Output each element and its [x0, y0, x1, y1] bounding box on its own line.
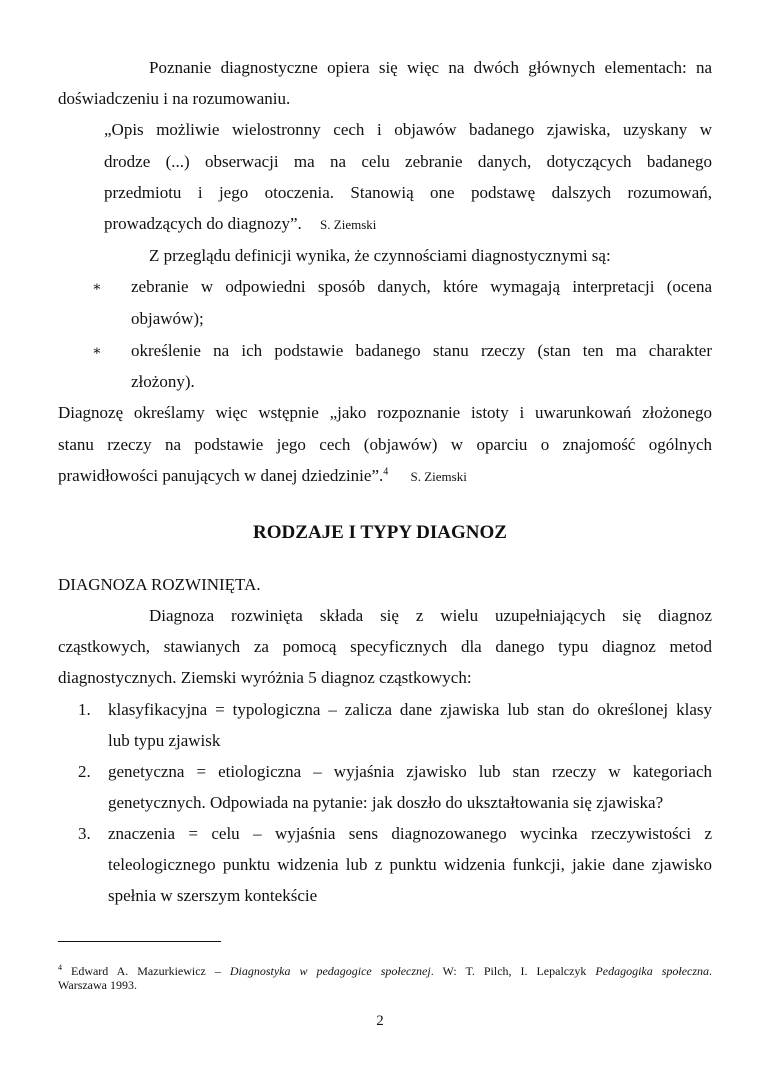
- developed-line-3: diagnostycznych. Ziemski wyróżnia 5 diagnoz cząstkowych:: [58, 668, 472, 687]
- list-item-1-line-1: klasyfikacyjna = typologiczna – zalicza dane zjawiska lub stan do określonej klasy: [108, 700, 712, 719]
- diagnosis-line-1: Diagnozę określamy więc wstępnie „jako rozpoznanie istoty i uwarunkowań złożonego: [58, 403, 712, 422]
- list-item-3-line-3: spełnia w szerszym kontekście: [108, 886, 318, 905]
- bullet-marker-1: ∗: [92, 280, 102, 295]
- footnote-line-2: Warszawa 1993.: [58, 978, 138, 992]
- list-item-3-line-2: teleologicznego punktu widzenia lub z punktu widzenia funkcji, jakie dane zjawisko: [108, 855, 712, 874]
- bullet-1-line-2: objawów);: [131, 309, 204, 328]
- quote-line-2: drodze (...) obserwacji ma na celu zebranie danych, dotyczących badanego: [104, 152, 712, 171]
- list-number-2: 2.: [78, 762, 91, 781]
- list-number-1: 1.: [78, 700, 91, 719]
- list-item-1-line-2: lub typu zjawisk: [108, 731, 221, 750]
- quote-line-1: „Opis możliwie wielostronny cech i objawów badanego zjawiska, uzyskany w: [104, 120, 712, 139]
- intro-line-1: Poznanie diagnostyczne opiera się więc na dwóch głównych elementach: na: [149, 58, 712, 77]
- section-title: RODZAJE I TYPY DIAGNOZ: [253, 522, 507, 543]
- quote-author: S. Ziemski: [320, 217, 377, 232]
- diagnosis-author: S. Ziemski: [410, 469, 467, 484]
- quote-line-3: przedmiotu i jego otoczenia. Stanowią one podstawę dalszych rozumowań,: [104, 183, 712, 202]
- bullet-2-line-2: złożony).: [131, 372, 195, 391]
- list-number-3: 3.: [78, 824, 91, 843]
- diagnosis-text: prawidłowości panujących w danej dziedzinie”.: [58, 466, 384, 485]
- footnote-title: Diagnostyka w pedagogice społecznej: [229, 964, 431, 978]
- footnote-separator: [58, 941, 221, 942]
- quote-line-4: [104, 214, 376, 235]
- quote-text: prowadzących do diagnozy”.: [104, 214, 302, 233]
- list-item-2-line-2: genetycznych. Odpowiada na pytanie: jak doszło do ukształtowania się zjawiska?: [108, 793, 664, 812]
- footnote-ref: 4: [383, 466, 389, 478]
- developed-line-2: cząstkowych, stawianych za pomocą specyficznych dla danego typu diagnoz metod: [58, 637, 712, 656]
- footnote-line-1: [58, 963, 712, 979]
- bullet-1-line-1: zebranie w odpowiedni sposób danych, które wymagają interpretacji (ocena: [131, 277, 712, 296]
- footnote-marker: 4: [58, 963, 62, 972]
- footnote-mid: . W: T. Pilch, I. Lepalczyk: [430, 964, 587, 978]
- bullet-2-line-1: określenie na ich podstawie badanego stanu rzeczy (stan ten ma charakter: [131, 341, 712, 360]
- developed-line-1: Diagnoza rozwinięta składa się z wielu uzupełniających się diagnoz: [149, 606, 712, 625]
- subsection-title: DIAGNOZA ROZWINIĘTA.: [58, 575, 261, 594]
- footnote-book: Pedagogika społeczna: [595, 964, 710, 978]
- definitions-intro: Z przeglądu definicji wynika, że czynnościami diagnostycznymi są:: [149, 246, 611, 265]
- footnote-author: Edward A. Mazurkiewicz –: [70, 964, 221, 978]
- bullet-marker-2: ∗: [92, 344, 102, 359]
- diagnosis-line-3: [58, 466, 467, 487]
- list-item-3-line-1: znaczenia = celu – wyjaśnia sens diagnozowanego wycinka rzeczywistości z: [108, 824, 712, 843]
- list-item-2-line-1: genetyczna = etiologiczna – wyjaśnia zjawisko lub stan rzeczy w kategoriach: [108, 762, 712, 781]
- intro-line-2: doświadczeniu i na rozumowaniu.: [58, 89, 291, 108]
- page-number: 2: [376, 1013, 384, 1029]
- footnote-end: .: [709, 964, 713, 978]
- diagnosis-line-2: stanu rzeczy na podstawie jego cech (objawów) w oparciu o znajomość ogólnych: [58, 435, 712, 454]
